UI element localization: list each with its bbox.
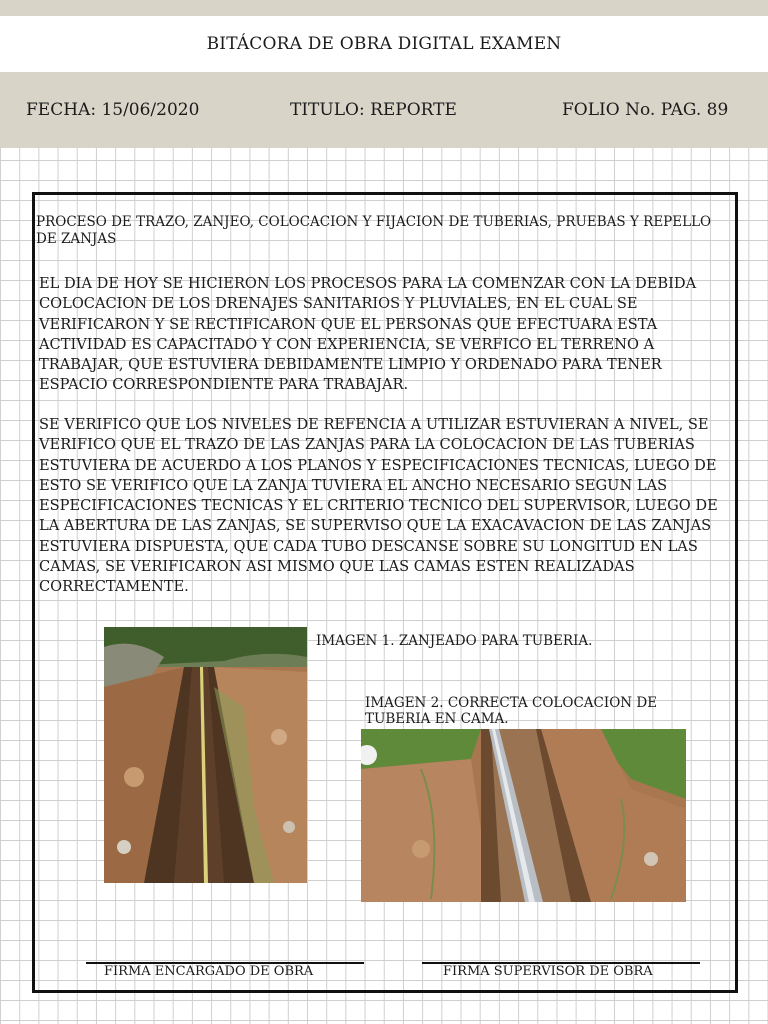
pipe-photo — [361, 729, 686, 902]
signature-label-site-manager: FIRMA ENCARGADO DE OBRA — [104, 964, 314, 979]
report-title-field: TITULO: REPORTE — [290, 100, 457, 120]
image-2-caption: IMAGEN 2. CORRECTA COLOCACION DE TUBERIA EN CAMA. — [365, 695, 658, 727]
trench-photo — [104, 627, 307, 883]
top-strip — [0, 0, 768, 16]
folio-field: FOLIO No. PAG. 89 — [562, 100, 729, 120]
document-title: BITÁCORA DE OBRA DIGITAL EXAMEN — [206, 34, 562, 54]
date-field: FECHA: 15/06/2020 — [26, 100, 200, 120]
meta-band — [0, 72, 768, 148]
trench-photo-illustration — [104, 627, 307, 883]
image-1-caption: IMAGEN 1. ZANJEADO PARA TUBERIA. — [316, 633, 593, 649]
title-band — [0, 16, 768, 72]
section-heading: PROCESO DE TRAZO, ZANJEO, COLOCACION Y FIJACION DE TUBERIAS, PRUEBAS Y REPELLO DE ZANJAS — [36, 214, 712, 247]
paragraph-1: EL DIA DE HOY SE HICIERON LOS PROCESOS PARA LA COMENZAR CON LA DEBIDA COLOCACION DE LOS DRENAJES SANITARIOS Y PLUVIALES, EN EL CUAL SE VERIFICARON Y SE RECTIFICARON QUE EL PERSONAS QUE EFECTUARA ESTA ACTIVIDAD ES CAPACITADO Y CON EXPERIENCIA, SE VERFICO EL TERRENO A TRABAJAR, QUE ESTUVIERA DEBIDAMENTE LIMPIO Y ORDENADO PARA TENER ESPACIO CORRESPONDIENTE PARA TRABAJAR. — [39, 275, 697, 394]
pipe-photo-illustration — [361, 729, 686, 902]
paragraph-2: SE VERIFICO QUE LOS NIVELES DE REFENCIA A UTILIZAR ESTUVIERAN A NIVEL, SE VERIFICO QUE EL TRAZO DE LAS ZANJAS PARA LA COLOCACION DE LAS TUBERIAS ESTUVIERA DE ACUERDO A LOS PLANOS Y ESPECIFICACIONES TECNICAS, LUEGO DE ESTO SE VERIFICO QUE LA ZANJA TUVIERA EL ANCHO NECESARIO SEGUN LAS ESPECIFICACIONES TECNICAS Y EL CRITERIO TECNICO DEL SUPERVISOR, LUEGO DE LA ABERTURA DE LAS ZANJAS, SE SUPERVISO QUE LA EXACAVACION DE LAS ZANJAS ESTUVIERA DISPUESTA, QUE CADA TUBO DESCANSE SOBRE SU LONGITUD EN LAS CAMAS, SE VERIFICARON ASI MISMO QUE LAS CAMAS ESTEN REALIZADAS CORRECTAMENTE. — [39, 416, 718, 596]
signature-label-supervisor: FIRMA SUPERVISOR DE OBRA — [443, 964, 653, 979]
